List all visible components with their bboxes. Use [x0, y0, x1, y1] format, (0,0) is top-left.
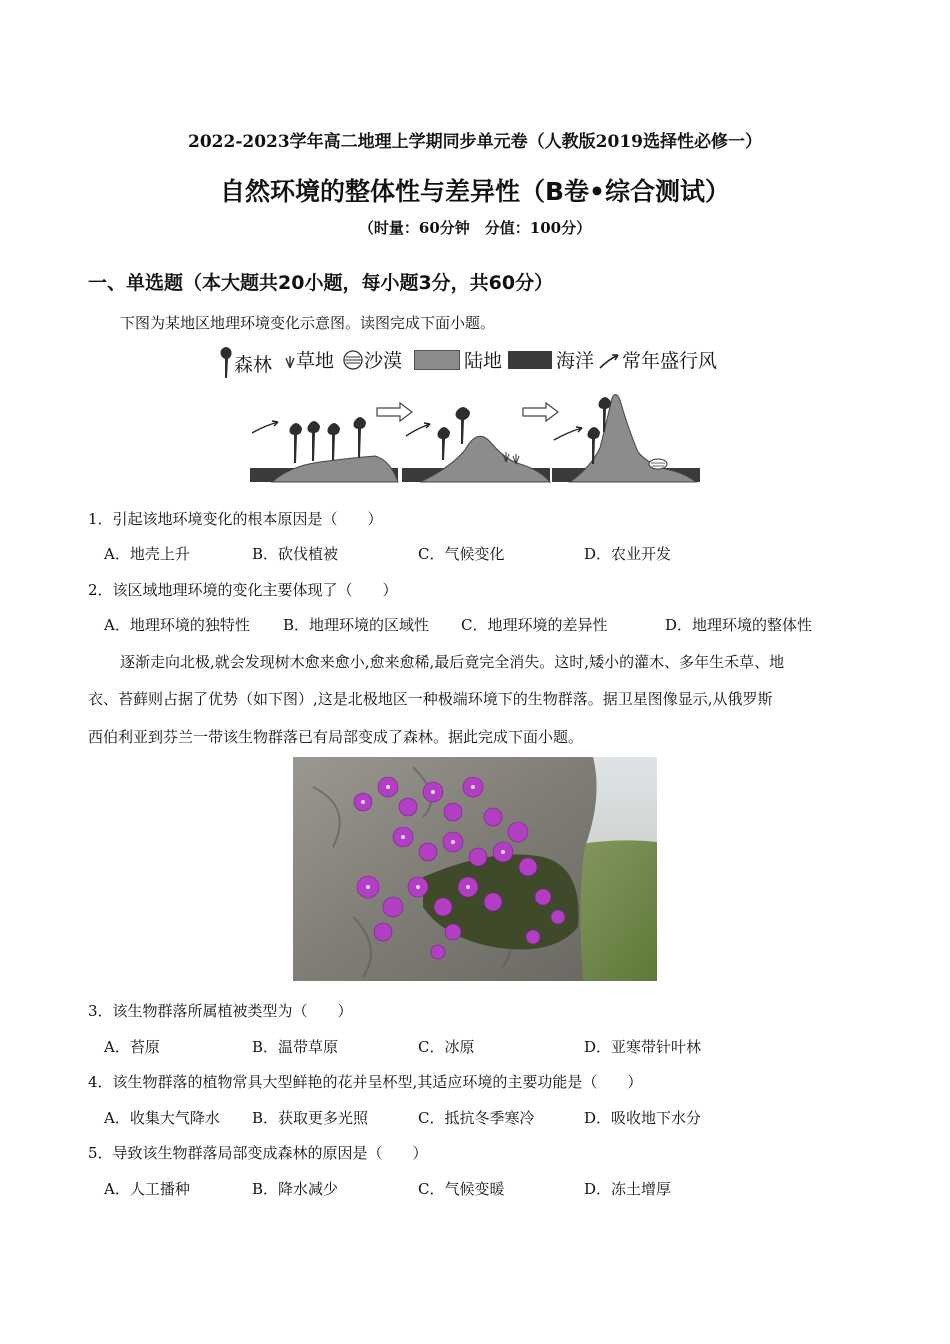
intro-text: 下图为某地区地理环境变化示意图。读图完成下面小题。 — [120, 314, 496, 332]
legend-land — [414, 346, 502, 373]
q1-option-c[interactable]: C．气候变化 — [418, 545, 505, 563]
q4-option-c[interactable]: C．抵抗冬季寒冷 — [418, 1109, 535, 1127]
question-5: 5．导致该生物群落局部变成森林的原因是（ ） — [88, 1144, 428, 1162]
legend-wind — [598, 346, 717, 373]
question-2: 2．该区域地理环境的变化主要体现了（ ） — [88, 581, 398, 599]
legend-forest — [218, 346, 272, 380]
environment-change-diagram — [250, 388, 700, 484]
question-3: 3．该生物群落所属植被类型为（ ） — [88, 1002, 353, 1020]
q4-option-a[interactable]: A．收集大气降水 — [104, 1109, 220, 1127]
q5-option-b[interactable]: B．降水减少 — [252, 1180, 339, 1198]
legend-ocean-label: 海洋 — [556, 350, 595, 372]
legend-wind-label: 常年盛行风 — [622, 350, 718, 372]
legend-desert — [342, 346, 402, 373]
diagram-legend — [218, 340, 733, 382]
legend-grass — [284, 346, 334, 373]
exam-title: 自然环境的整体性与差异性（B卷•综合测试） — [219, 177, 731, 206]
land-swatch — [414, 350, 460, 370]
q4-option-b[interactable]: B．获取更多光照 — [252, 1109, 369, 1127]
exam-subtitle: （时量：60分钟 分值：100分） — [358, 219, 592, 237]
q3-option-a[interactable]: A．苔原 — [104, 1038, 160, 1056]
q5-option-a[interactable]: A．人工播种 — [104, 1180, 190, 1198]
q3-option-b[interactable]: B．温带草原 — [252, 1038, 339, 1056]
q1-option-d[interactable]: D．农业开发 — [584, 545, 672, 563]
tree-icon — [218, 346, 234, 380]
legend-forest-label: 森林 — [234, 353, 273, 376]
q4-option-d[interactable]: D．吸收地下水分 — [584, 1109, 702, 1127]
legend-ocean — [508, 346, 594, 373]
arctic-flower-photo — [293, 757, 657, 981]
q1-option-b[interactable]: B．砍伐植被 — [252, 545, 339, 563]
q3-option-c[interactable]: C．冰原 — [418, 1038, 475, 1056]
q2-option-c[interactable]: C．地理环境的差异性 — [461, 616, 608, 634]
passage-line-1: 逐渐走向北极,就会发现树木愈来愈小,愈来愈稀,最后竟完全消失。这时,矮小的灌木、多年生禾草、地 — [120, 653, 785, 671]
q3-option-d[interactable]: D．亚寒带针叶林 — [584, 1038, 702, 1056]
exam-header: 2022-2023学年高二地理上学期同步单元卷（人教版2019选择性必修一） — [188, 132, 762, 152]
q5-option-c[interactable]: C．气候变暖 — [418, 1180, 505, 1198]
grass-icon — [284, 350, 296, 370]
desert-icon — [342, 349, 364, 371]
q1-option-a[interactable]: A．地壳上升 — [104, 545, 190, 563]
passage-line-3: 西伯利亚到芬兰一带该生物群落已有局部变成了森林。据此完成下面小题。 — [88, 728, 584, 746]
q2-option-b[interactable]: B．地理环境的区域性 — [283, 616, 430, 634]
legend-grass-label: 草地 — [296, 350, 335, 372]
ocean-swatch — [508, 351, 552, 369]
wind-arrow-icon — [598, 350, 622, 370]
panel-stage-2 — [402, 407, 550, 482]
q5-option-d[interactable]: D．冻土增厚 — [584, 1180, 672, 1198]
passage-line-2: 衣、苔藓则占据了优势（如下图）,这是北极地区一种极端环境下的生物群落。据卫星图像显示,从俄罗斯 — [88, 690, 773, 708]
legend-land-label: 陆地 — [464, 350, 503, 372]
question-1: 1．引起该地环境变化的根本原因是（ ） — [88, 510, 383, 528]
legend-desert-label: 沙漠 — [364, 350, 403, 372]
panel-stage-3 — [552, 394, 700, 482]
question-4: 4．该生物群落的植物常具大型鲜艳的花并呈杯型,其适应环境的主要功能是（ ） — [88, 1073, 643, 1091]
panel-stage-1 — [250, 417, 398, 482]
q2-option-d[interactable]: D．地理环境的整体性 — [665, 616, 813, 634]
section-heading: 一、单选题（本大题共20小题，每小题3分，共60分） — [88, 272, 554, 294]
q2-option-a[interactable]: A．地理环境的独特性 — [104, 616, 250, 634]
